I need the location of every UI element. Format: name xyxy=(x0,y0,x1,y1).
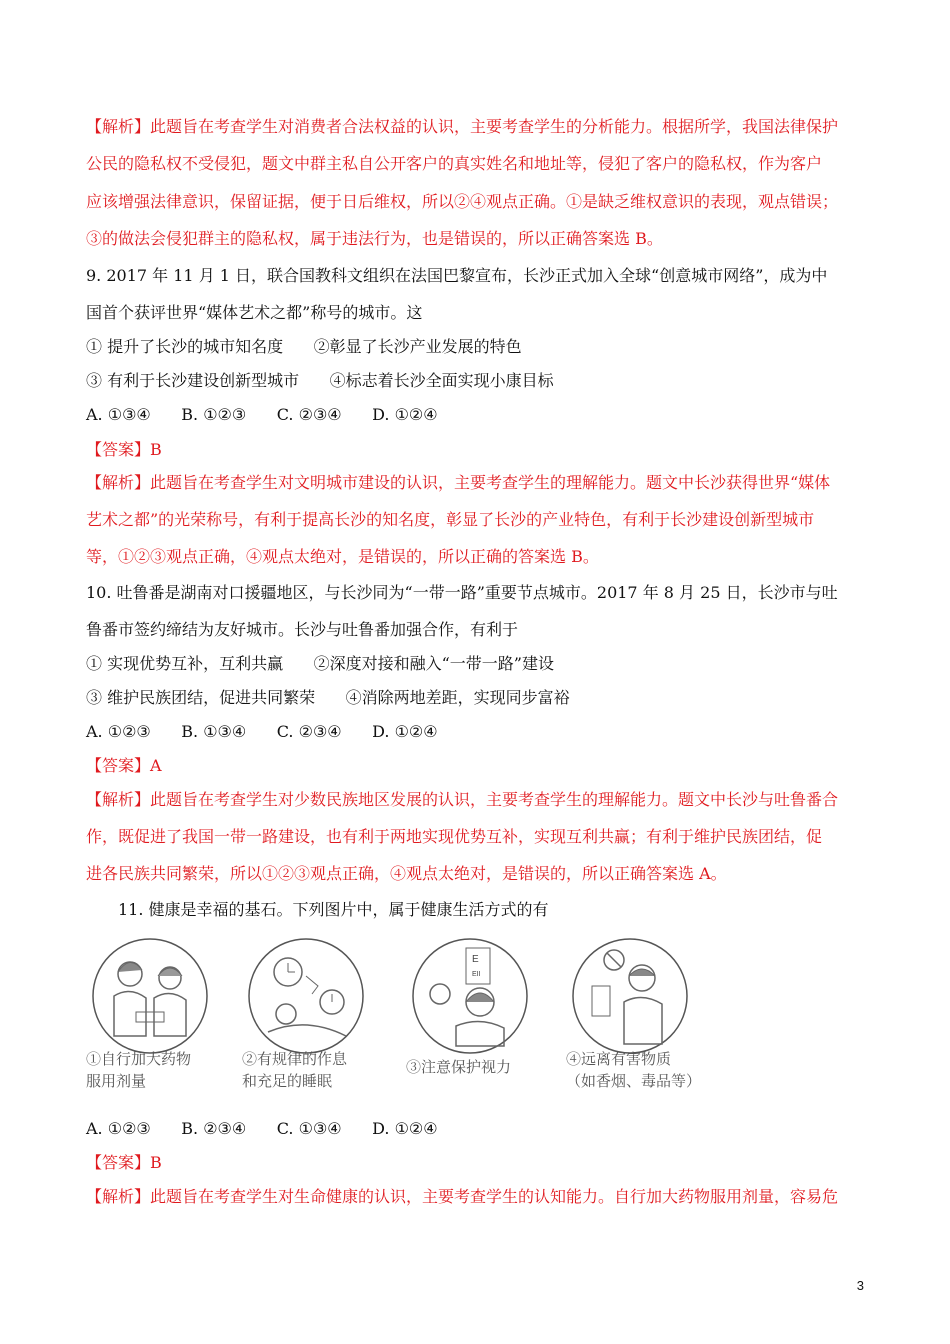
q10-stem-line-2: 鲁番市签约缔结为友好城市。长沙与吐鲁番加强合作，有利于 xyxy=(86,620,519,639)
q11-choices: A. ①②③ B. ②③④ C. ①③④ D. ①②④ xyxy=(86,1119,438,1138)
q9-answer: 【答案】B xyxy=(86,440,162,459)
medicine-illustration-icon xyxy=(90,936,210,1056)
q8-analysis-line-2: 公民的隐私权不受侵犯，题文中群主私自公开客户的真实姓名和地址等，侵犯了客户的隐私权，作为客户 xyxy=(86,154,823,173)
picture-harmful-substances xyxy=(566,928,716,1098)
picture-caption-1b: 服用剂量 xyxy=(86,1072,147,1090)
q9-analysis-line-1: 【解析】此题旨在考查学生对文明城市建设的认识，主要考查学生的理解能力。题文中长沙获得世界“媒体 xyxy=(86,473,831,492)
q9-choices: A. ①③④ B. ①②③ C. ②③④ D. ①②④ xyxy=(86,405,438,424)
q10-analysis-line-2: 作，既促进了我国一带一路建设，也有利于两地实现优势互补，实现互利共赢；有利于维护民族团结，促 xyxy=(86,827,823,846)
picture-caption-4b: （如香烟、毒品等） xyxy=(566,1072,702,1090)
q11-analysis-line-1: 【解析】此题旨在考查学生对生命健康的认识，主要考查学生的认知能力。自行加大药物服用剂量，容易危 xyxy=(86,1187,839,1206)
q9-option-line-2: ③ 有利于长沙建设创新型城市 ④标志着长沙全面实现小康目标 xyxy=(86,371,554,390)
q9-analysis-line-2: 艺术之都”的光荣称号，有利于提高长沙的知名度，彰显了长沙的产业特色，有利于长沙建设创新型城市 xyxy=(86,510,815,529)
q11-answer: 【答案】B xyxy=(86,1153,162,1172)
q10-choices: A. ①②③ B. ①③④ C. ②③④ D. ①②④ xyxy=(86,722,438,741)
q9-stem-line-2: 国首个获评世界“媒体艺术之都”称号的城市。这 xyxy=(86,303,423,322)
svg-text:EII: EII xyxy=(472,971,481,978)
q10-analysis-line-1: 【解析】此题旨在考查学生对少数民族地区发展的认识，主要考查学生的理解能力。题文中长沙与吐鲁番合 xyxy=(86,790,839,809)
q9-stem-line-1: 9. 2017 年 11 月 1 日，联合国教科文组织在法国巴黎宣布，长沙正式加入全球“创意城市网络”，成为中 xyxy=(86,266,828,285)
page-number: 3 xyxy=(856,1278,864,1293)
picture-caption-1a: ①自行加大药物 xyxy=(86,1050,192,1068)
picture-medicine xyxy=(86,928,236,1098)
no-smoking-illustration-icon xyxy=(570,936,690,1056)
q11-stem: 11. 健康是幸福的基石。下列图片中，属于健康生活方式的有 xyxy=(118,900,549,919)
q8-analysis-line-4: ③的做法会侵犯群主的隐私权，属于违法行为，也是错误的，所以正确答案选 B。 xyxy=(86,229,663,248)
q10-answer: 【答案】A xyxy=(86,756,162,775)
q8-analysis-line-1: 【解析】此题旨在考查学生对消费者合法权益的认识，主要考查学生的分析能力。根据所学，我国法律保护 xyxy=(86,117,839,136)
picture-sleep xyxy=(242,928,392,1098)
svg-text:E: E xyxy=(472,954,479,965)
picture-caption-2b: 和充足的睡眠 xyxy=(242,1072,333,1090)
q10-analysis-line-3: 进各民族共同繁荣，所以①②③观点正确，④观点太绝对，是错误的，所以正确答案选 A。 xyxy=(86,864,727,883)
q9-analysis-line-3: 等，①②③观点正确，④观点太绝对，是错误的，所以正确的答案选 B。 xyxy=(86,547,599,566)
picture-caption-4a: ④远离有害物质 xyxy=(566,1050,672,1068)
sleep-illustration-icon xyxy=(246,936,366,1056)
eyesight-illustration-icon xyxy=(410,936,530,1056)
q9-option-line-1: ① 提升了长沙的城市知名度 ②彰显了长沙产业发展的特色 xyxy=(86,337,522,356)
q10-option-line-2: ③ 维护民族团结，促进共同繁荣 ④消除两地差距，实现同步富裕 xyxy=(86,688,570,707)
q10-option-line-1: ① 实现优势互补，互利共赢 ②深度对接和融入“一带一路”建设 xyxy=(86,654,554,673)
q8-analysis-line-3: 应该增强法律意识，保留证据，便于日后维权，所以②④观点正确。①是缺乏维权意识的表现，观点错误； xyxy=(86,192,839,211)
picture-caption-2a: ②有规律的作息 xyxy=(242,1050,348,1068)
picture-eyesight xyxy=(406,928,556,1098)
picture-caption-3a: ③注意保护视力 xyxy=(406,1058,512,1076)
q10-stem-line-1: 10. 吐鲁番是湖南对口援疆地区，与长沙同为“一带一路”重要节点城市。2017 年 8 月 25 日，长沙市与吐 xyxy=(86,583,838,602)
